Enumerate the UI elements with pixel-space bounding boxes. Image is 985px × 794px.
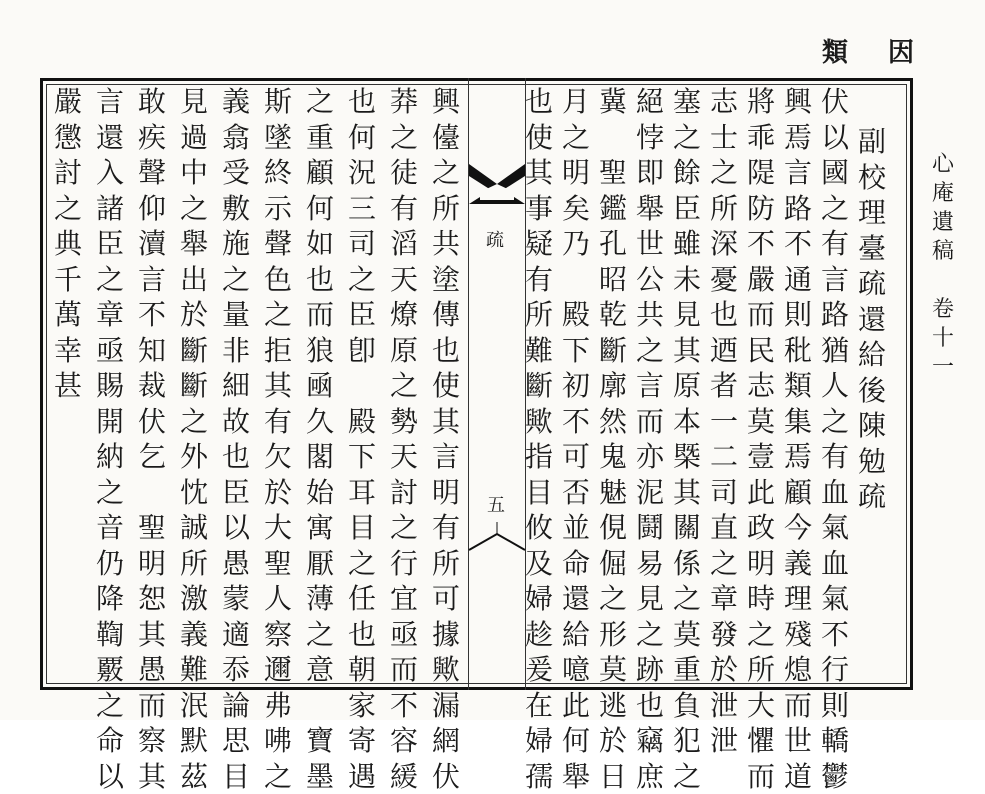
text-column-left-10: 嚴 懲 討 之 典 千 萬 幸 甚 bbox=[53, 85, 82, 402]
fish-tail-ornament-bottom bbox=[468, 522, 526, 552]
text-column-right-9: 月 之 明 矣 乃 殿 下 初 不 可 否 並 命 還 給 噫 此 何 舉 bbox=[561, 85, 590, 793]
text-column-right-7: 絕 悖 即 舉 世 公 共 之 言 而 亦 泥 鬪 易 見 之 跡 也 竊 庶 bbox=[635, 85, 664, 793]
header-right-char: 因 bbox=[888, 38, 915, 68]
text-column-left-1: 興 儓 之 所 共 塗 傳 也 使 其 言 明 有 所 可 據 歟 漏 網 伏 bbox=[431, 85, 460, 793]
text-column-left-8: 敢 疾 聲 仰 瀆 言 不 知 裁 伏 乞 聖 明 恕 其 愚 而 察 其 bbox=[137, 85, 166, 793]
book-title-margin: 心 庵 遺 稿 卷 十 一 bbox=[931, 152, 954, 380]
text-column-left-2: 莽 之 徒 有 滔 天 燎 原 之 勢 天 討 之 行 宜 亟 而 不 容 緩 bbox=[389, 85, 418, 793]
text-column-left-6: 義 翕 受 敷 施 之 量 非 細 故 也 臣 以 愚 蒙 適 忝 論 思 目 bbox=[221, 85, 250, 793]
text-column-right-1: 副 校 理 臺 疏 還 給 後 陳 勉 疏 bbox=[857, 125, 886, 513]
text-column-right-8: 冀 聖 鑑 孔 昭 乾 斷 廓 然 鬼 魅 俔 倔 之 形 莫 逃 於 日 bbox=[598, 85, 627, 793]
text-column-right-2: 伏 以 國 之 有 言 路 猶 人 之 有 血 氣 血 氣 不 行 則 轎 鬱 bbox=[820, 85, 849, 793]
text-column-right-3: 興 焉 言 路 不 通 則 秕 類 集 焉 顧 今 義 理 殘 熄 而 世 道 bbox=[783, 85, 812, 793]
page-number: 五 bbox=[487, 495, 505, 516]
text-column-left-9: 言 還 入 諸 臣 之 章 亟 賜 開 納 之 音 仍 降 鞫 覈 之 命 以 bbox=[95, 85, 124, 793]
text-column-right-10: 也 使 其 事 疑 有 所 難 斷 歟 指 目 攸 及 婦 趁 爰 在 婦 孺 bbox=[524, 85, 553, 793]
text-column-left-5: 斯 墜 終 示 聲 色 之 拒 其 有 欠 於 大 聖 人 察 邇 弗 咈 之 bbox=[263, 85, 292, 793]
section-title-label: 疏 bbox=[486, 230, 504, 251]
text-column-right-5: 志 士 之 所 深 憂 也 迺 者 一 二 司 直 之 章 發 於 泄 泄 bbox=[709, 85, 738, 757]
text-column-left-4: 之 重 顧 何 如 也 而 狼 凾 久 閣 始 寓 厭 薄 之 意 寶 墨 bbox=[305, 85, 334, 793]
text-column-left-3: 也 何 況 三 司 之 臣 卽 殿 下 耳 目 之 任 也 朝 家 寄 遇 bbox=[347, 85, 376, 793]
fish-tail-ornament-top bbox=[468, 162, 526, 206]
text-column-right-4: 將 乖 隄 防 不 嚴 而 民 志 莫 壹 此 政 明 時 之 所 大 懼 而 bbox=[746, 85, 775, 793]
text-column-left-7: 見 過 中 之 舉 出 於 斷 斷 之 外 忱 誠 所 激 義 難 泯 默 茲 bbox=[179, 85, 208, 793]
text-column-right-6: 塞 之 餘 臣 雖 未 見 其 原 本 槩 其 關 係 之 莫 重 負 犯 之 bbox=[672, 85, 701, 793]
header-left-char: 類 bbox=[822, 38, 849, 68]
